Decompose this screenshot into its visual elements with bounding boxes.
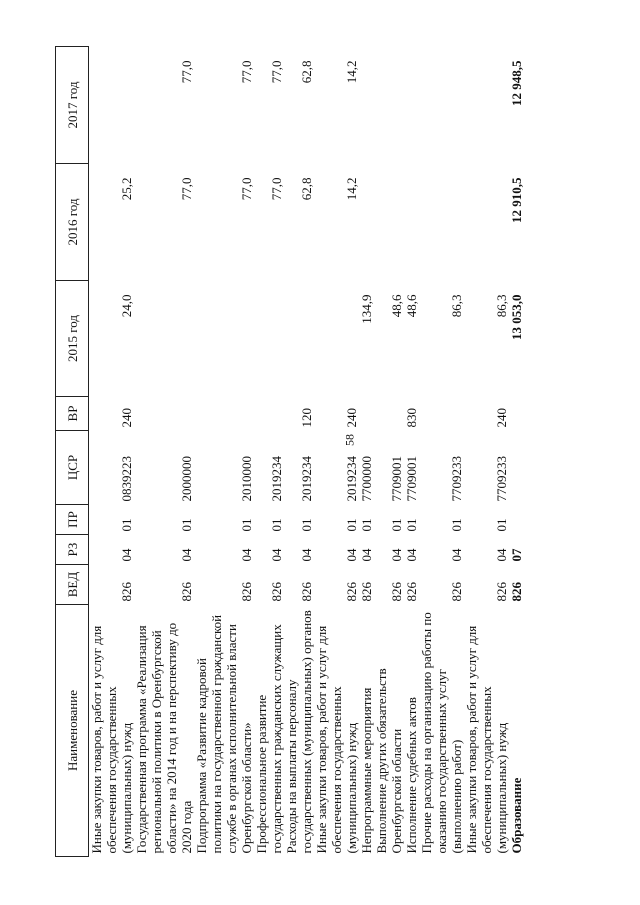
- row-pr: 01: [449, 518, 464, 532]
- row-2016: 77,0: [239, 177, 254, 201]
- row-2015: 13 053,0: [509, 294, 524, 340]
- row-ved: 826: [449, 582, 464, 602]
- row-ved: 826: [344, 582, 359, 602]
- row-csr: 7709233: [449, 456, 464, 502]
- row-pr: 01: [404, 518, 419, 532]
- row-2017: [464, 47, 509, 164]
- row-rz: 07: [509, 548, 524, 562]
- row-rz: 04: [179, 548, 194, 562]
- row-2017: 77,0: [239, 60, 254, 84]
- budget-table: [55, 46, 524, 857]
- row-csr: 2019234: [344, 456, 359, 502]
- row-csr: 7709001: [404, 456, 419, 502]
- row-2016: 12 910,5: [509, 177, 524, 223]
- row-rz: 04: [344, 548, 359, 562]
- row-name: Выполнение других обязательств Оренбургской области: [374, 668, 404, 854]
- row-2016: [419, 164, 464, 281]
- header-vr: ВР: [56, 397, 89, 431]
- table-row: [509, 47, 524, 857]
- table-row: [134, 47, 194, 857]
- row-2017: 14,2: [344, 60, 359, 84]
- row-2015: 24,0: [119, 294, 134, 318]
- row-2017: [374, 47, 404, 164]
- row-2015: [314, 281, 359, 397]
- row-name: Непрограммные мероприятия: [359, 687, 374, 854]
- page-number: 58: [342, 434, 357, 446]
- row-2016: 25,2: [119, 177, 134, 201]
- row-2017: 12 948,5: [509, 60, 524, 106]
- row-csr: 7709233: [494, 456, 509, 502]
- table-row: [284, 47, 314, 857]
- header-2016: 2016 год: [56, 164, 89, 281]
- row-2015: 86,3: [449, 294, 464, 318]
- row-name: Иные закупки товаров, работ и услуг для обеспечения государственных (муниципальных) нужд: [464, 625, 509, 854]
- table-row: [254, 47, 284, 857]
- row-ved: 826: [269, 582, 284, 602]
- row-pr: 01: [299, 518, 314, 532]
- row-2017: 77,0: [269, 60, 284, 84]
- header-pr: ПР: [56, 505, 89, 535]
- row-name: Образование: [509, 777, 524, 854]
- row-vr: [419, 397, 464, 431]
- row-ved: 826: [239, 582, 254, 602]
- row-vr: [374, 397, 404, 431]
- row-2017: [359, 47, 374, 164]
- row-pr: 01: [119, 518, 134, 532]
- row-vr: [509, 397, 524, 431]
- table-row: [89, 47, 135, 857]
- row-pr: 01: [344, 518, 359, 532]
- row-name: Расходы на выплаты персоналу государственных (муниципальных) органов: [284, 610, 314, 854]
- row-ved: 826: [359, 582, 374, 602]
- table-row: [314, 47, 359, 857]
- row-csr: 7709001: [389, 456, 404, 502]
- row-name: Иные закупки товаров, работ и услуг для обеспечения государственных (муниципальных) нужд: [89, 625, 134, 854]
- row-csr: 2019234: [269, 456, 284, 502]
- row-vr: [359, 397, 374, 431]
- header-name: Наименование: [56, 605, 89, 857]
- header-2017: 2017 год: [56, 47, 89, 164]
- table-row: [359, 47, 374, 857]
- row-2016: [359, 164, 374, 281]
- header-ved: ВЕД: [56, 565, 89, 605]
- row-2015: 48,6: [389, 294, 404, 318]
- row-ved: 826: [299, 582, 314, 602]
- row-2017: [419, 47, 464, 164]
- row-csr: 2019234: [299, 456, 314, 502]
- row-2016: 14,2: [344, 177, 359, 201]
- row-rz: 04: [299, 548, 314, 562]
- row-2015: 134,9: [359, 294, 374, 324]
- row-2016: 77,0: [179, 177, 194, 201]
- row-2016: [404, 164, 419, 281]
- table-row: [464, 47, 509, 857]
- row-2017: 77,0: [179, 60, 194, 84]
- header-row: [56, 47, 89, 857]
- row-pr: [509, 505, 524, 535]
- row-pr: 01: [359, 518, 374, 532]
- row-vr: 240: [494, 408, 509, 428]
- row-2015: [134, 281, 194, 397]
- row-rz: 04: [389, 548, 404, 562]
- row-csr: 0839223: [119, 456, 134, 502]
- row-rz: 04: [404, 548, 419, 562]
- row-csr: [509, 431, 524, 505]
- row-2016: [374, 164, 404, 281]
- header-csr: ЦСР: [56, 431, 89, 505]
- row-vr: [254, 397, 284, 431]
- row-ved: 826: [404, 582, 419, 602]
- row-vr: [194, 397, 254, 431]
- table-row: [374, 47, 404, 857]
- row-pr: 01: [179, 518, 194, 532]
- row-2017: [404, 47, 419, 164]
- row-pr: 01: [269, 518, 284, 532]
- row-vr: 240: [119, 408, 134, 428]
- row-2016: 62,8: [299, 177, 314, 201]
- row-pr: 01: [494, 518, 509, 532]
- row-pr: 01: [239, 518, 254, 532]
- row-2015: 48,6: [404, 294, 419, 318]
- row-rz: 04: [494, 548, 509, 562]
- row-name: Иные закупки товаров, работ и услуг для обеспечения государственных (муниципальных) нужд: [314, 625, 359, 854]
- table-row: [404, 47, 419, 857]
- row-2016: [464, 164, 509, 281]
- row-vr: 830: [404, 408, 419, 428]
- row-2015: [284, 281, 314, 397]
- budget-table-sheet: [55, 47, 585, 857]
- row-2017: [89, 47, 135, 164]
- row-2015: [194, 281, 254, 397]
- row-vr: 240: [344, 408, 359, 428]
- row-ved: 826: [494, 582, 509, 602]
- row-vr: [134, 397, 194, 431]
- header-2015: 2015 год: [56, 281, 89, 397]
- row-name: Подпрограмма «Развитие кадровой политики на государственной гражданской службе в органах исполнительной власти Оренбургской области»: [194, 614, 254, 854]
- row-name: Исполнение судебных актов: [404, 697, 419, 854]
- row-ved: 826: [179, 582, 194, 602]
- row-csr: 7700000: [359, 456, 374, 502]
- table-row: [419, 47, 464, 857]
- row-csr: 2000000: [179, 456, 194, 502]
- table-row: [194, 47, 254, 857]
- row-ved: 826: [509, 582, 524, 602]
- row-ved: 826: [119, 582, 134, 602]
- row-ved: 826: [389, 582, 404, 602]
- row-2016: 77,0: [269, 177, 284, 201]
- header-rz: РЗ: [56, 535, 89, 565]
- row-2015: 86,3: [494, 294, 509, 318]
- row-csr: 2010000: [239, 456, 254, 502]
- row-name: Прочие расходы на организацию работы по оказанию государственных услуг (выполнению работ): [419, 612, 464, 854]
- row-rz: 04: [269, 548, 284, 562]
- row-vr: 120: [299, 408, 314, 428]
- row-name: Государственная программа «Реализация региональной политики в Оренбургской области» на 2014 год и на перспективу до 2020 года: [134, 622, 194, 854]
- row-rz: 04: [239, 548, 254, 562]
- row-2015: [254, 281, 284, 397]
- row-rz: 04: [119, 548, 134, 562]
- row-pr: 01: [389, 518, 404, 532]
- row-rz: 04: [449, 548, 464, 562]
- row-rz: 04: [359, 548, 374, 562]
- row-2017: 62,8: [299, 60, 314, 84]
- row-name: Профессиональное развитие государственных гражданских служащих: [254, 624, 284, 854]
